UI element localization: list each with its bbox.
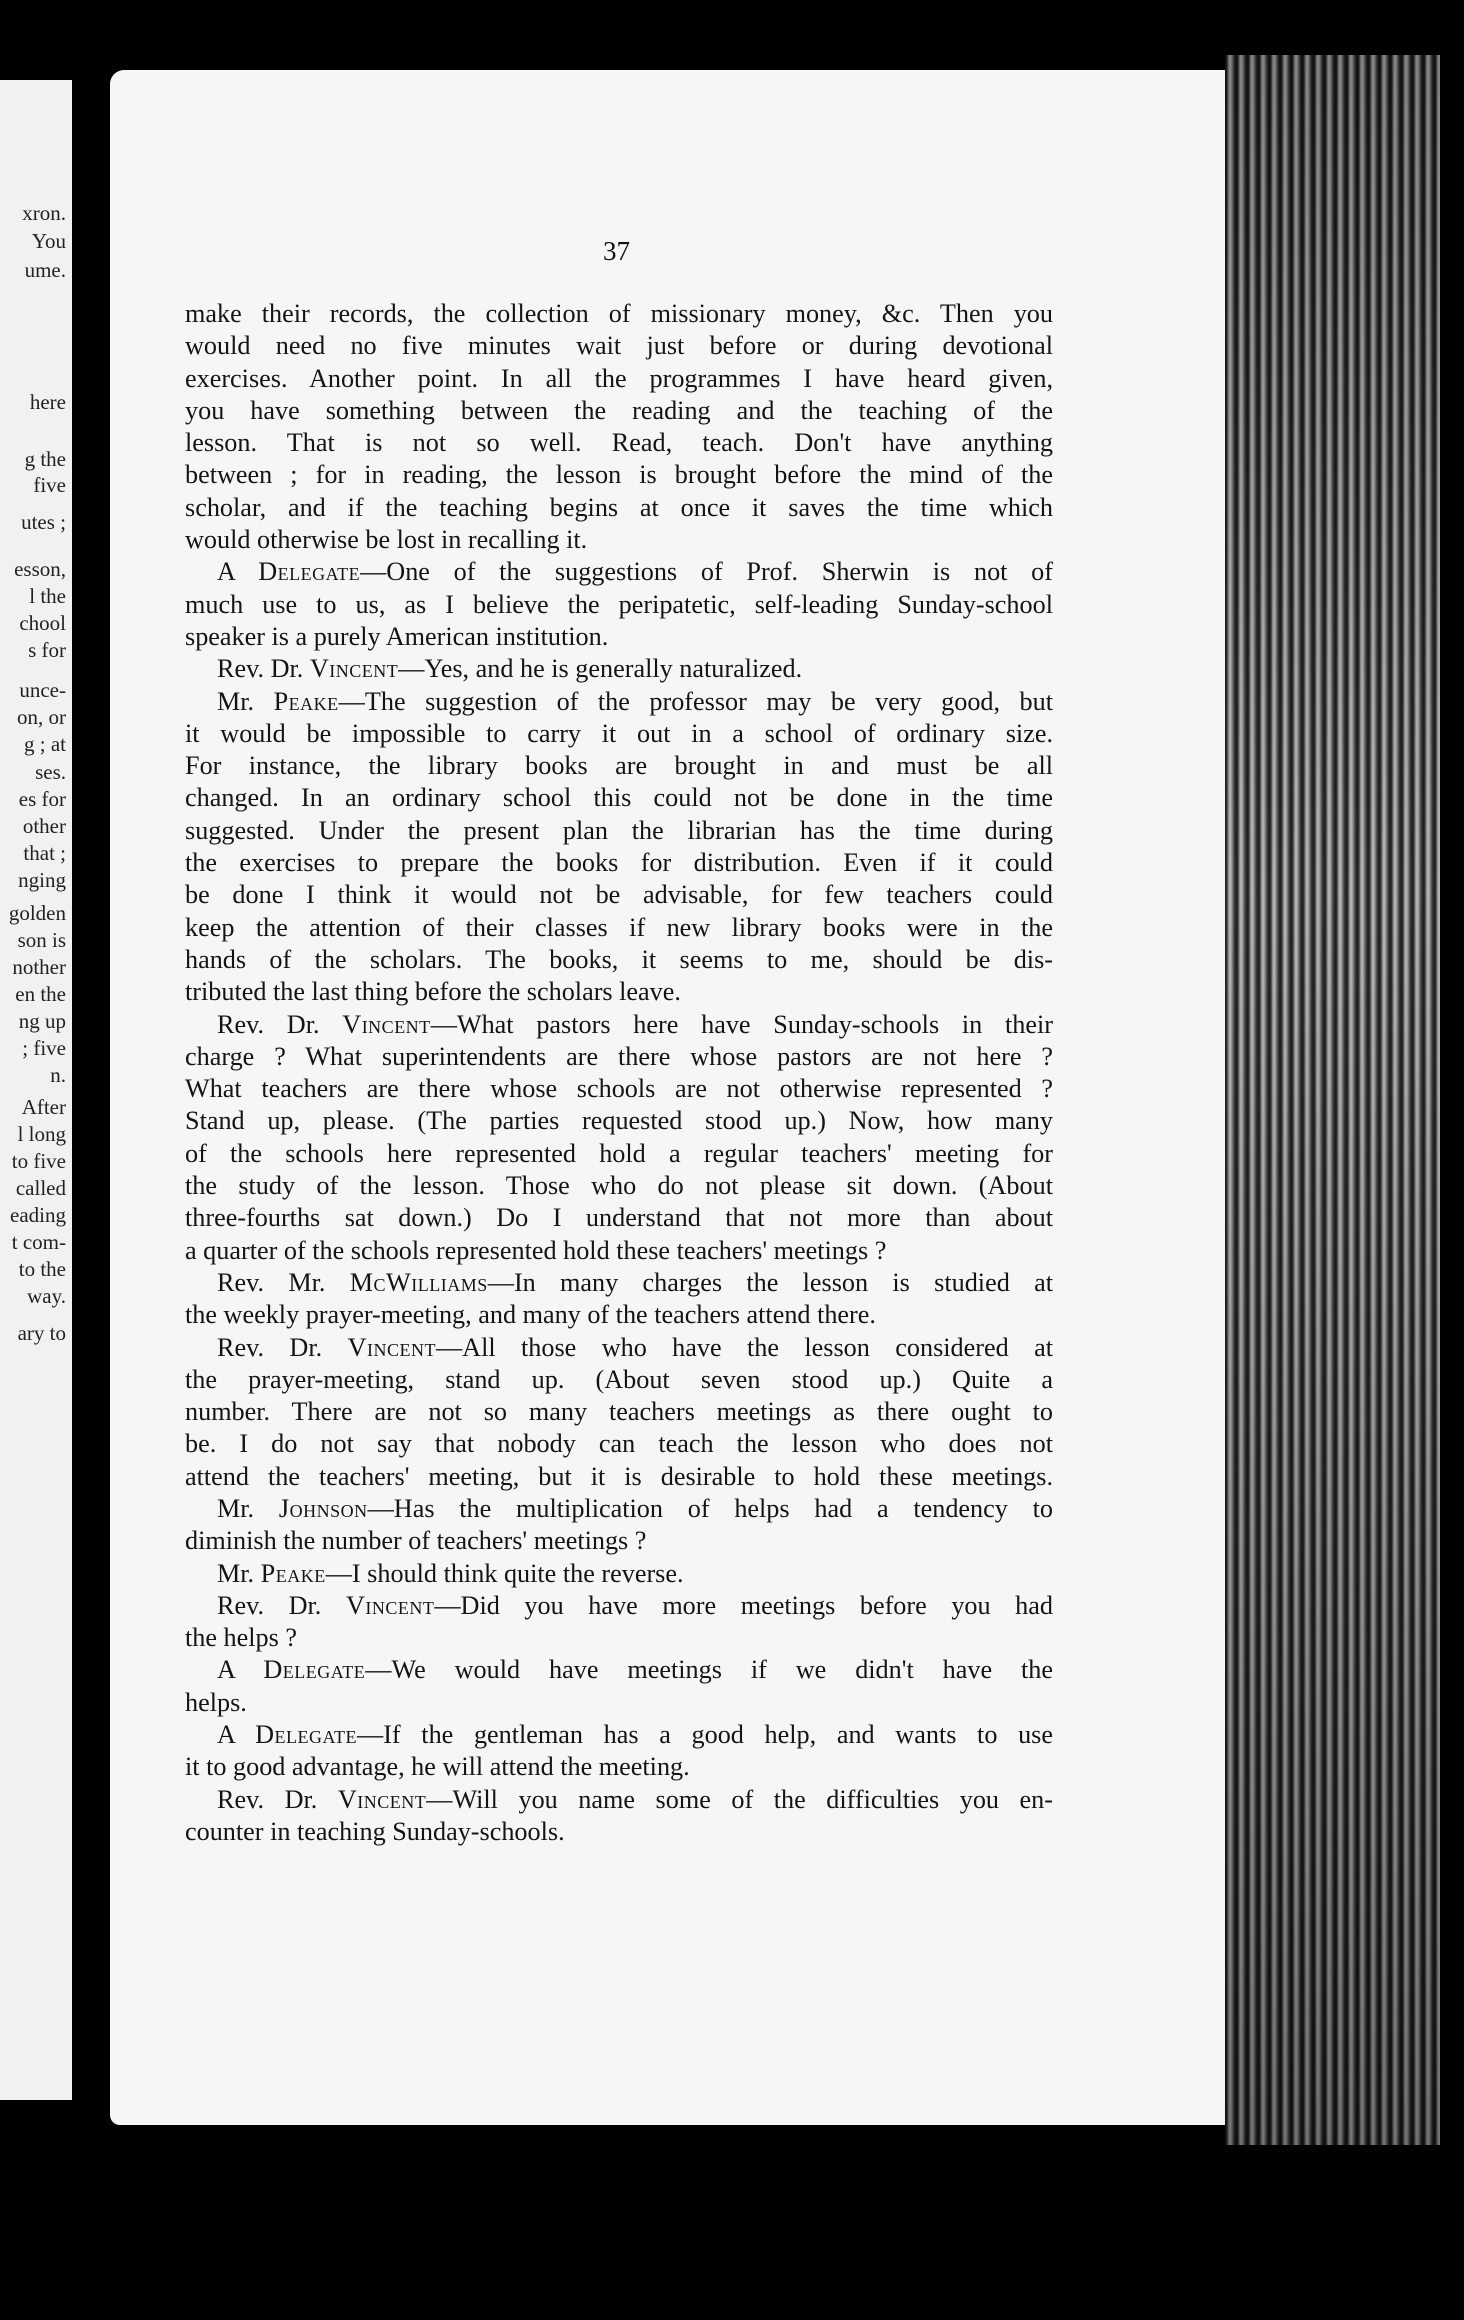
text-segment: make their records, the collection of missionary money, &c. Then you xyxy=(185,299,1053,328)
text-line xyxy=(185,298,1053,330)
text-line xyxy=(185,912,1053,944)
text-line xyxy=(185,1041,1053,1073)
speaker-name: Delegate xyxy=(263,1655,366,1685)
speaker-name: Johnson xyxy=(278,1493,368,1523)
speaker-name: Vincent xyxy=(342,1009,431,1039)
speaker-name: Delegate xyxy=(258,557,361,587)
speaker-name: Delegate xyxy=(255,1720,358,1750)
text-line xyxy=(185,459,1053,491)
text-segment: Rev. Dr. xyxy=(217,1009,343,1039)
text-line xyxy=(185,1364,1053,1396)
text-segment: the weekly prayer-meeting, and many of the teachers attend there. xyxy=(185,1300,876,1330)
speaker-name: McWilliams xyxy=(349,1267,488,1297)
text-segment: Rev. Dr. xyxy=(217,1590,346,1620)
text-line xyxy=(185,1461,1053,1493)
left-page-fragment: to the xyxy=(18,1257,66,1281)
text-segment: —I should think quite the reverse. xyxy=(325,1558,684,1588)
text-line xyxy=(185,686,1053,718)
text-segment: —Has the multiplication of helps had a tendency to xyxy=(367,1493,1054,1523)
text-line xyxy=(185,1687,1053,1719)
text-line xyxy=(185,1525,1053,1557)
text-segment: you have something between the reading and the teaching of the xyxy=(185,395,1053,425)
text-segment: —We would have meetings if we didn't have the xyxy=(365,1655,1054,1685)
speaker-name: Vincent xyxy=(347,1332,436,1362)
text-segment: a quarter of the schools represented hold these teachers' meetings ? xyxy=(185,1235,887,1265)
text-line xyxy=(185,847,1053,879)
left-page-fragment: that ; xyxy=(23,841,66,865)
text-segment: Rev. Mr. xyxy=(217,1267,350,1297)
text-segment: the helps ? xyxy=(185,1623,297,1653)
text-segment: Mr. xyxy=(217,1493,279,1523)
text-line xyxy=(185,879,1053,911)
text-segment: —What pastors here have Sunday-schools in their xyxy=(430,1009,1053,1039)
text-line xyxy=(185,1138,1053,1170)
text-line xyxy=(185,1396,1053,1428)
text-segment: would otherwise be lost in recalling it. xyxy=(185,525,588,555)
text-segment: —Did you have more meetings before you had xyxy=(434,1590,1053,1620)
text-segment: suggested. Under the present plan the librarian has the time during xyxy=(185,815,1053,845)
page-number: 37 xyxy=(603,236,630,266)
text-segment: lesson. That is not so well. Read, teach. Don't have anything xyxy=(185,428,1053,458)
text-segment: Rev. Dr. xyxy=(217,654,310,684)
text-segment: —If the gentleman has a good help, and wants to use xyxy=(357,1720,1053,1750)
text-line xyxy=(185,1622,1053,1654)
text-line xyxy=(185,944,1053,976)
text-segment: number. There are not so many teachers meetings as there ought to xyxy=(185,1397,1053,1427)
text-line xyxy=(185,1784,1053,1816)
text-segment: —In many charges the lesson is studied at xyxy=(487,1267,1053,1297)
left-page-fragment: golden xyxy=(8,901,66,925)
text-line xyxy=(185,815,1053,847)
text-line xyxy=(185,395,1053,427)
text-line xyxy=(185,1719,1053,1751)
left-page-sliver xyxy=(0,80,72,2100)
text-segment: the exercises to prepare the books for distribution. Even if it could xyxy=(185,848,1053,878)
text-segment: Mr. xyxy=(217,686,274,716)
text-line xyxy=(185,1235,1053,1267)
left-page-fragment: es for xyxy=(18,787,66,811)
speaker-name: Vincent xyxy=(309,654,399,684)
left-page-fragment: nging xyxy=(18,868,66,892)
text-line xyxy=(185,1751,1053,1783)
left-page-fragment: called xyxy=(15,1176,66,1200)
left-page-fragment: g ; at xyxy=(24,732,66,756)
text-segment: the prayer-meeting, stand up. (About seven stood up.) Quite a xyxy=(185,1364,1053,1394)
text-line xyxy=(185,1009,1053,1041)
left-page-fragment: other xyxy=(22,814,66,838)
left-page-fragment: here xyxy=(29,390,66,414)
left-page-fragment: l long xyxy=(17,1122,66,1146)
text-segment: speaker is a purely American institution. xyxy=(185,621,609,651)
page-edges xyxy=(1225,55,1440,2145)
text-segment: diminish the number of teachers' meetings ? xyxy=(185,1526,647,1556)
text-segment: of the schools here represented hold a regular teachers' meeting for xyxy=(185,1138,1053,1168)
text-segment: three-fourths sat down.) Do I understand that not more than about xyxy=(185,1203,1053,1233)
text-segment: it to good advantage, he will attend the meeting. xyxy=(185,1752,690,1782)
text-line xyxy=(185,1299,1053,1331)
text-line xyxy=(185,1267,1053,1299)
text-segment: counter in teaching Sunday-schools. xyxy=(185,1816,565,1846)
text-line xyxy=(185,782,1053,814)
text-segment: Rev. Dr. xyxy=(217,1332,348,1362)
speaker-name: Peake xyxy=(273,686,339,716)
text-line xyxy=(185,718,1053,750)
text-segment: it would be impossible to carry it out in a school of ordinary size. xyxy=(185,718,1053,748)
left-page-fragment: ng up xyxy=(18,1009,66,1033)
left-page-fragment: ses. xyxy=(35,760,66,784)
text-segment: —The suggestion of the professor may be very good, but xyxy=(338,686,1054,716)
left-page-fragment: chool xyxy=(19,611,66,635)
text-line xyxy=(185,750,1053,782)
text-segment: A xyxy=(217,1655,264,1685)
page-body-text xyxy=(185,298,1053,1848)
text-line xyxy=(185,556,1053,588)
text-segment: charge ? What superintendents are there whose pastors are not here ? xyxy=(185,1041,1053,1071)
text-segment: be done I think it would not be advisable, for few teachers could xyxy=(185,880,1053,910)
text-segment: —All those who have the lesson considered at xyxy=(435,1332,1053,1362)
text-segment: changed. In an ordinary school this could not be done in the time xyxy=(185,783,1053,813)
text-segment: exercises. Another point. In all the programmes I have heard given, xyxy=(185,363,1053,393)
left-page-fragment: s for xyxy=(28,638,66,662)
left-page-fragment: ary to xyxy=(17,1321,66,1345)
left-page-fragment: You xyxy=(31,229,66,253)
text-segment: tributed the last thing before the scholars leave. xyxy=(185,977,681,1007)
text-segment: For instance, the library books are brought in and must be all xyxy=(185,751,1053,781)
left-page-fragment: en the xyxy=(15,982,66,1006)
left-page-fragment: n. xyxy=(50,1063,66,1087)
text-line xyxy=(185,1428,1053,1460)
left-page-fragment: on, or xyxy=(17,705,66,729)
left-page-fragment: ume. xyxy=(24,258,66,282)
left-page-fragment: esson, xyxy=(14,557,66,581)
text-segment: A xyxy=(217,557,259,587)
text-segment: attend the teachers' meeting, but it is desirable to hold these meetings. xyxy=(185,1461,1053,1491)
speaker-name: Vincent xyxy=(345,1590,435,1620)
text-line xyxy=(185,653,1053,685)
text-segment: Mr. xyxy=(217,1558,261,1588)
text-segment: much use to us, as I believe the peripatetic, self-leading Sunday-school xyxy=(185,589,1053,619)
text-line xyxy=(185,976,1053,1008)
text-line xyxy=(185,589,1053,621)
text-line xyxy=(185,1170,1053,1202)
text-segment: —One of the suggestions of Prof. Sherwin is not of xyxy=(360,557,1053,587)
speaker-name: Vincent xyxy=(337,1784,427,1814)
text-line xyxy=(185,1073,1053,1105)
text-line xyxy=(185,1332,1053,1364)
left-page-fragment: t com- xyxy=(11,1230,66,1254)
left-page-fragment: g the xyxy=(24,447,66,471)
text-line xyxy=(185,1590,1053,1622)
left-page-fragment: l the xyxy=(29,584,66,608)
text-segment: Rev. Dr. xyxy=(217,1784,338,1814)
left-page-fragment: five xyxy=(33,473,66,497)
text-segment: would need no five minutes wait just before or during devotional xyxy=(185,331,1053,361)
text-line xyxy=(185,1816,1053,1848)
left-page-fragment: unce- xyxy=(19,678,66,702)
text-line xyxy=(185,621,1053,653)
text-line xyxy=(185,1105,1053,1137)
left-page-fragment: to five xyxy=(11,1149,66,1173)
text-segment: keep the attention of their classes if new library books were in the xyxy=(185,912,1053,942)
left-page-fragment: utes ; xyxy=(21,510,66,534)
left-page-fragment: eading xyxy=(10,1203,66,1227)
text-segment: What teachers are there whose schools are not otherwise represented ? xyxy=(185,1074,1053,1104)
left-page-fragment: son is xyxy=(17,928,66,952)
text-line xyxy=(185,492,1053,524)
text-line xyxy=(185,1202,1053,1234)
speaker-name: Peake xyxy=(260,1558,326,1588)
text-segment: —Will you name some of the difficulties you en- xyxy=(426,1784,1053,1814)
text-segment: be. I do not say that nobody can teach the lesson who does not xyxy=(185,1429,1053,1459)
text-segment: —Yes, and he is generally naturalized. xyxy=(398,654,803,684)
text-line xyxy=(185,427,1053,459)
text-line xyxy=(185,1493,1053,1525)
text-line xyxy=(185,524,1053,556)
left-page-fragment: After xyxy=(21,1095,66,1119)
left-page-fragment: ; five xyxy=(22,1036,66,1060)
left-page-fragment: way. xyxy=(27,1284,66,1308)
text-line xyxy=(185,330,1053,362)
left-page-fragment: xron. xyxy=(22,201,66,225)
text-segment: between ; for in reading, the lesson is brought before the mind of the xyxy=(185,460,1053,490)
text-segment: hands of the scholars. The books, it seems to me, should be dis- xyxy=(185,944,1053,974)
text-line xyxy=(185,363,1053,395)
text-segment: helps. xyxy=(185,1687,247,1717)
text-line xyxy=(185,1558,1053,1590)
text-segment: scholar, and if the teaching begins at once it saves the time which xyxy=(185,492,1053,522)
text-segment: the study of the lesson. Those who do not please sit down. (About xyxy=(185,1171,1053,1201)
left-page-fragment: nother xyxy=(12,955,66,979)
text-segment: A xyxy=(217,1720,256,1750)
text-line xyxy=(185,1654,1053,1686)
text-segment: Stand up, please. (The parties requested stood up.) Now, how many xyxy=(185,1106,1053,1136)
